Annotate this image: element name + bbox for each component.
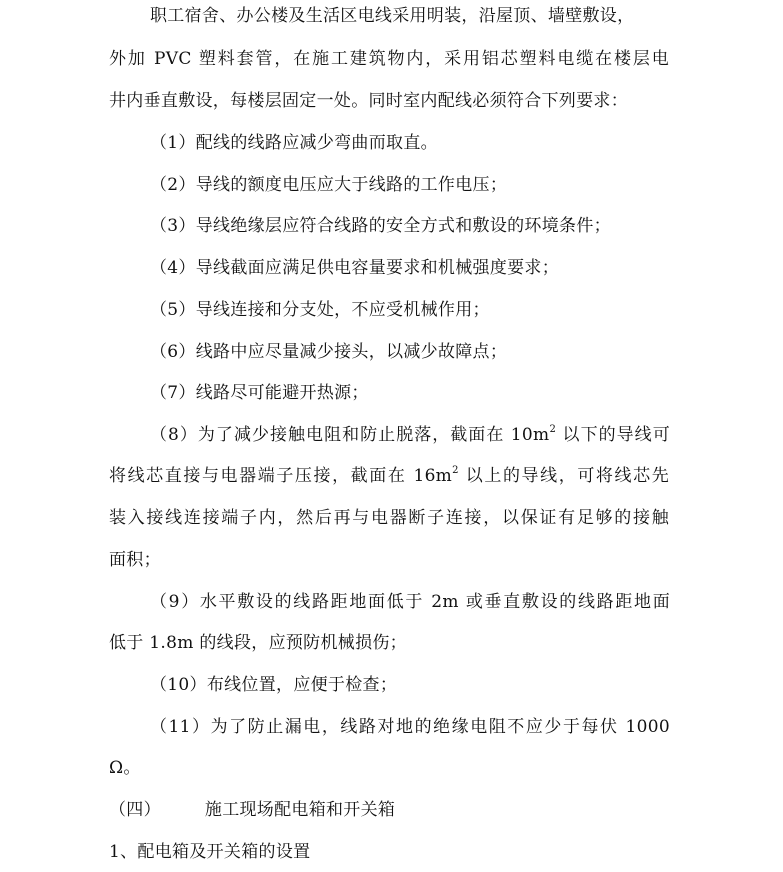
intro-line-1: 职工宿舍、办公楼及生活区电线采用明装，沿屋顶、墙壁敷设， <box>150 6 635 26</box>
section-number: （四） <box>109 800 161 820</box>
item8-l1-post: 以下的导线可 <box>556 425 670 445</box>
list-item-5: （5）导线连接和分支处，不应受机械作用； <box>150 300 490 320</box>
list-item-11-line-2: Ω。 <box>109 758 141 778</box>
list-item-8-line-2 <box>109 464 669 488</box>
list-item-4: （4）导线截面应满足供电容量要求和机械强度要求； <box>150 258 560 278</box>
item8-l2-post: 以上的导线，可将线芯先 <box>458 466 669 486</box>
superscript-2: 2 <box>452 465 459 477</box>
list-item-10: （10）布线位置，应便于检查； <box>150 675 398 695</box>
intro-line-2: 外加 PVC 塑料套管，在施工建筑物内，采用铝芯塑料电缆在楼层电 <box>109 49 669 69</box>
list-item-1: （1）配线的线路应减少弯曲而取直。 <box>150 133 438 153</box>
list-item-9-line-1: （9）水平敷设的线路距地面低于 2m 或垂直敷设的线路距地面 <box>150 592 670 612</box>
list-item-3: （3）导线绝缘层应符合线路的安全方式和敷设的环境条件； <box>150 216 611 236</box>
subheading: 1、配电箱及开关箱的设置 <box>109 842 311 862</box>
intro-line-3: 井内垂直敷设，每楼层固定一处。同时室内配线必须符合下列要求： <box>109 91 628 111</box>
superscript-2: 2 <box>549 424 557 436</box>
list-item-9-line-2: 低于 1.8m 的线段，应预防机械损伤； <box>109 633 407 653</box>
list-item-8-line-1 <box>150 423 670 447</box>
list-item-7: （7）线路尽可能避开热源； <box>150 383 369 403</box>
list-item-11-line-1: （11）为了防止漏电，线路对地的绝缘电阻不应少于每伏 1000 <box>150 717 670 737</box>
section-title: 施工现场配电箱和开关箱 <box>204 800 396 820</box>
list-item-2: （2）导线的额度电压应大于线路的工作电压； <box>150 175 508 195</box>
item8-l2-pre: 将线芯直接与电器端子压接，截面在 16m <box>109 466 453 486</box>
list-item-8-line-3: 装入接线连接端子内，然后再与电器断子连接，以保证有足够的接触 <box>109 508 669 528</box>
item8-l1-pre: （8）为了减少接触电阻和防止脱落，截面在 10m <box>150 425 550 445</box>
section-heading <box>109 798 669 822</box>
list-item-8-line-4: 面积； <box>109 550 161 570</box>
list-item-6: （6）线路中应尽量减少接头，以减少故障点； <box>150 342 508 362</box>
